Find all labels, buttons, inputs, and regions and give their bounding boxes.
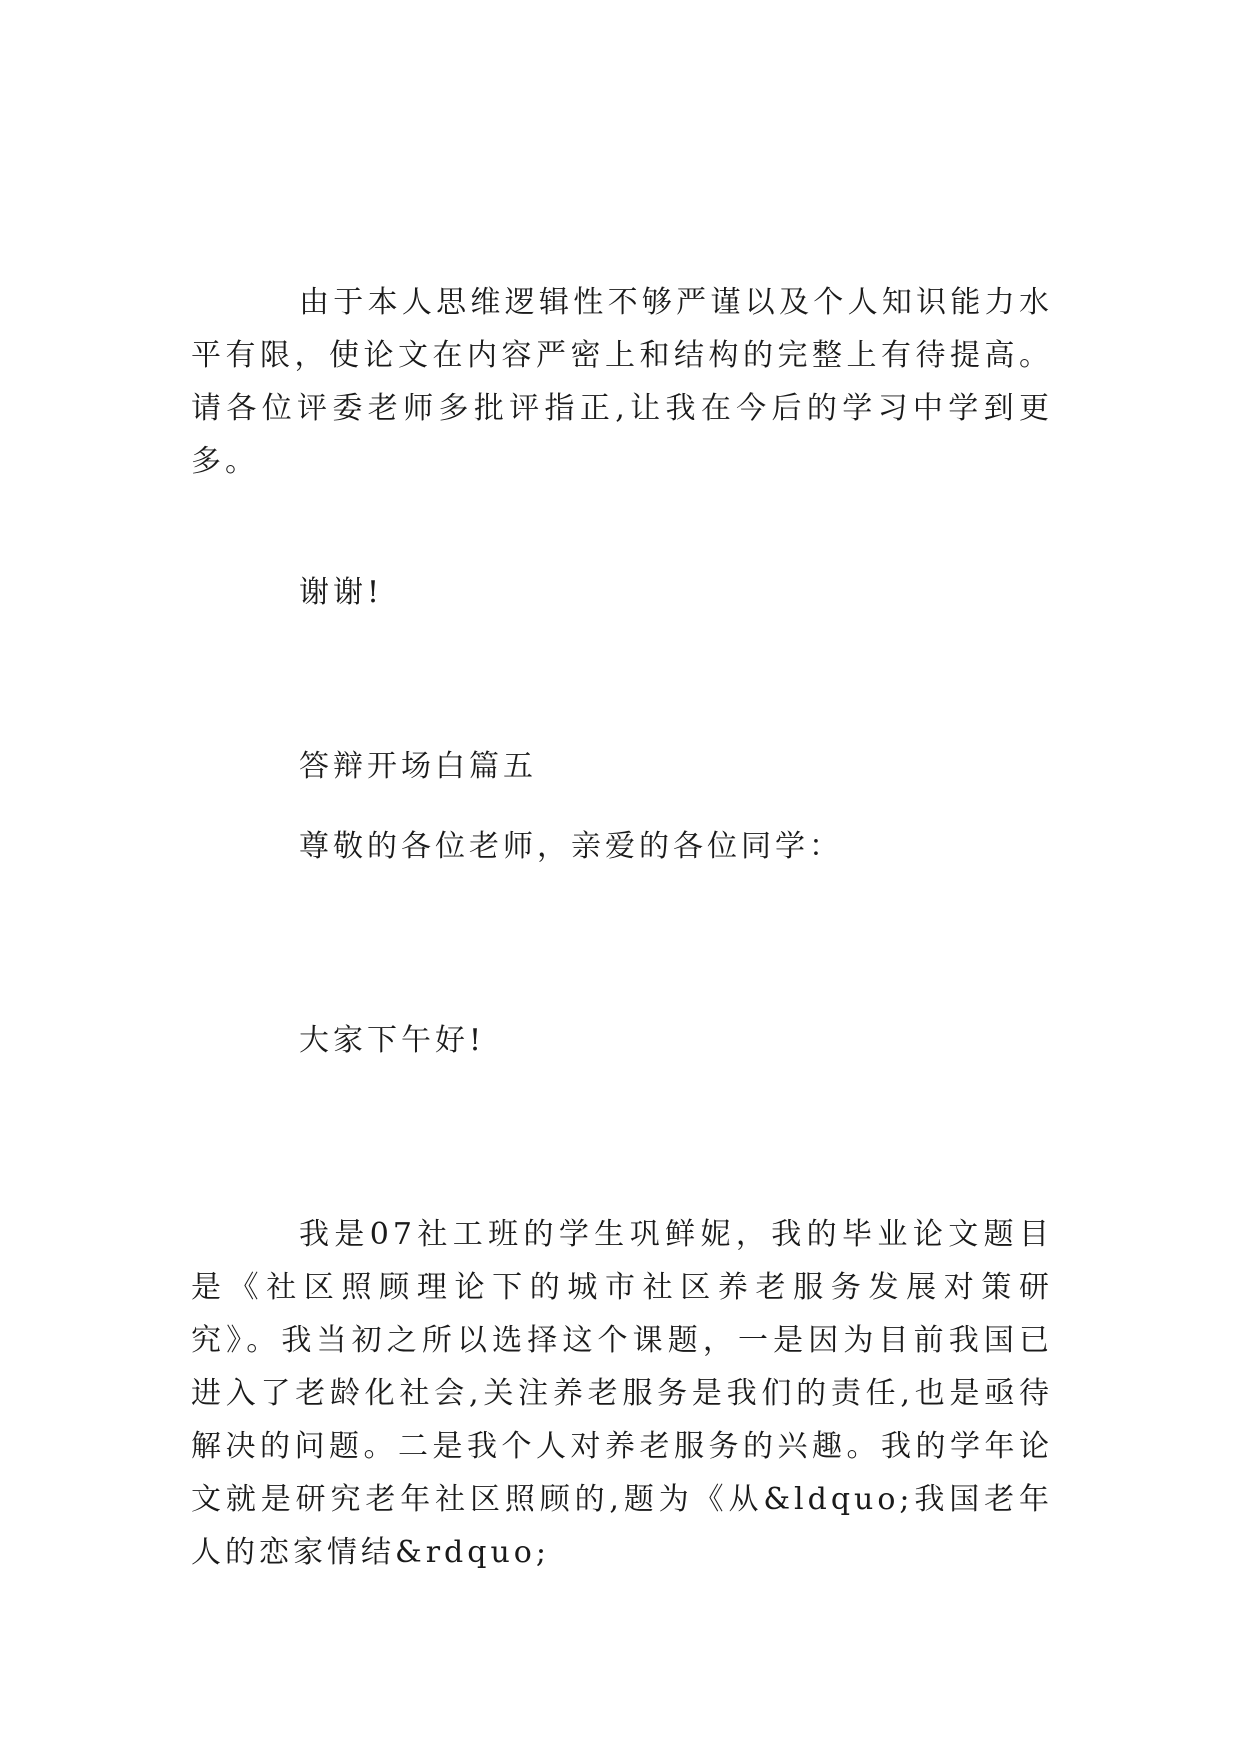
thanks-line: 谢谢! (299, 575, 384, 610)
greeting-line: 尊敬的各位老师，亲爱的各位同学： (299, 829, 843, 864)
section-heading: 答辩开场白篇五 (299, 749, 537, 784)
hello-line: 大家下午好! (299, 1023, 486, 1058)
introduction-paragraph: 我是07社工班的学生巩鲜妮，我的毕业论文题目是《社区照顾理论下的城市社区养老服务发展对策研究》。我当初之所以选择这个课题，一是因为目前我国已进入了老龄化社会,关注养老服务是我们的责任,也是亟待解决的问题。二是我个人对养老服务的兴趣。我的学年论文就是研究老年社区照顾的,题为《从&ldquo;我国老年人的恋家情结&rdquo; (191, 1217, 1053, 1570)
closing-paragraph: 由于本人思维逻辑性不够严谨以及个人知识能力水平有限，使论文在内容严密上和结构的完整上有待提高。请各位评委老师多批评指正,让我在今后的学习中学到更多。 (191, 285, 1053, 479)
